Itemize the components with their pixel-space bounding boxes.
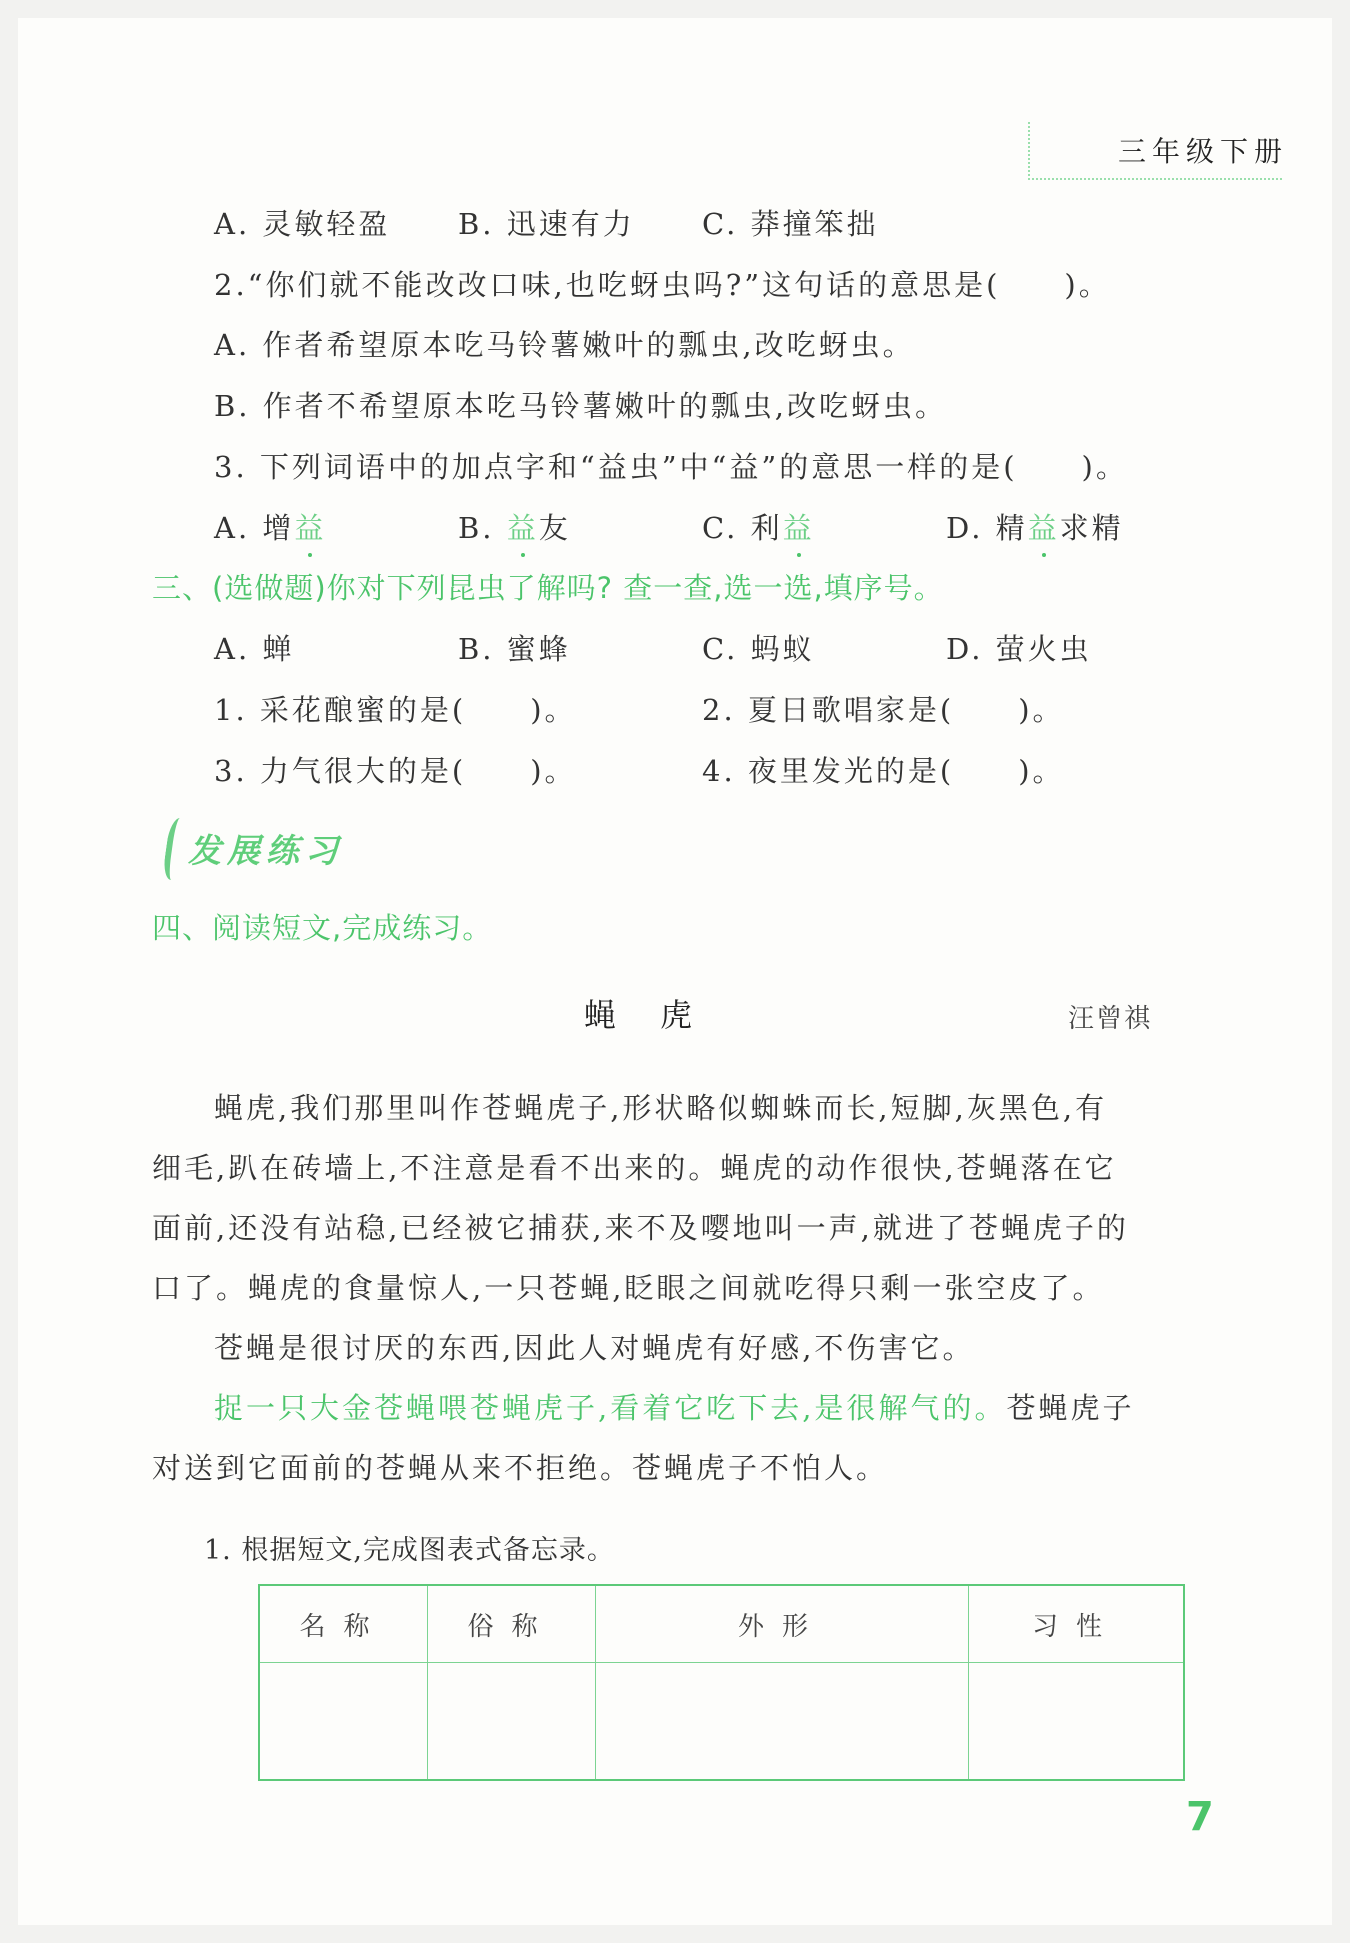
q3-dotted-char-a: 益 — [294, 506, 326, 547]
q3-option-b-text: B. — [458, 511, 507, 545]
article-p1-line2: 细毛,趴在砖墙上,不注意是看不出来的。蝇虎的动作很快,苍蝇落在它 — [152, 1151, 1117, 1185]
q3-option-d — [946, 506, 1124, 547]
section3-q1: 1. 采花酿蜜的是( )。 — [214, 693, 577, 727]
article-p1-line3: 面前,还没有站稳,已经被它捕获,来不及嘤地叫一声,就进了苍蝇虎子的 — [152, 1211, 1129, 1245]
article-p1-line4: 口了。蝇虎的食量惊人,一只苍蝇,眨眼之间就吃得只剩一张空皮了。 — [152, 1271, 1105, 1305]
memo-cell-nickname[interactable] — [428, 1663, 596, 1781]
development-title: 发展练习 — [188, 831, 344, 870]
insect-option-c: C. 蚂蚁 — [702, 632, 815, 666]
q3-option-a — [214, 506, 326, 547]
section4-title: 四、阅读短文,完成练习。 — [152, 911, 493, 945]
article-p3-line2: 对送到它面前的苍蝇从来不拒绝。苍蝇虎子不怕人。 — [152, 1451, 889, 1485]
section3-title: 三、(选做题)你对下列昆虫了解吗? 查一查,选一选,填序号。 — [152, 571, 944, 605]
memo-cell-habits[interactable] — [969, 1663, 1185, 1781]
q1-option-b: B. 迅速有力 — [458, 207, 635, 241]
q1-option-a: A. 灵敏轻盈 — [214, 207, 391, 241]
memo-header-row — [259, 1585, 1184, 1663]
memo-cell-name[interactable] — [259, 1663, 428, 1781]
memo-header-nickname: 俗称 — [428, 1585, 596, 1663]
q3-option-c — [702, 506, 815, 547]
section3-q4: 4. 夜里发光的是( )。 — [702, 754, 1065, 788]
q3-dotted-char-d: 益 — [1028, 506, 1060, 547]
q3-dotted-char-c: 益 — [783, 506, 815, 547]
q3-option-a-text: A. 增 — [214, 511, 295, 545]
book-title: 三年级下册 — [1117, 135, 1288, 168]
memo-cell-appearance[interactable] — [596, 1663, 969, 1781]
insect-option-d: D. 萤火虫 — [946, 632, 1092, 666]
section3-q3: 3. 力气很大的是( )。 — [214, 754, 577, 788]
insect-option-b: B. 蜜蜂 — [458, 632, 571, 666]
q3-option-c-text: C. 利 — [702, 511, 783, 545]
article-p1-line1: 蝇虎,我们那里叫作苍蝇虎子,形状略似蜘蛛而长,短脚,灰黑色,有 — [214, 1091, 1108, 1125]
memo-header-name: 名称 — [259, 1585, 428, 1663]
q3-option-b-suffix: 友 — [538, 511, 571, 545]
article-p3-line1 — [214, 1386, 1134, 1427]
memo-header-appearance: 外形 — [596, 1585, 969, 1663]
workbook-page — [18, 18, 1332, 1925]
q3-option-d-suffix: 求精 — [1059, 511, 1124, 545]
article-author: 汪曾祺 — [1068, 1004, 1153, 1034]
article-title: 蝇 虎 — [584, 996, 699, 1034]
memo-table — [258, 1584, 1185, 1781]
memo-answer-row — [259, 1663, 1184, 1781]
article-highlight-sentence: 捉一只大金苍蝇喂苍蝇虎子,看着它吃下去,是很解气的。 — [214, 1391, 1007, 1425]
memo-instruction: 1. 根据短文,完成图表式备忘录。 — [204, 1535, 615, 1566]
q2-option-a: A. 作者希望原本吃马铃薯嫩叶的瓢虫,改吃蚜虫。 — [214, 328, 915, 362]
q2-option-b: B. 作者不希望原本吃马铃薯嫩叶的瓢虫,改吃蚜虫。 — [214, 389, 947, 423]
page-number: 7 — [1186, 1794, 1214, 1840]
q1-option-c: C. 莽撞笨拙 — [702, 207, 879, 241]
q3-stem: 3. 下列词语中的加点字和“益虫”中“益”的意思一样的是( )。 — [214, 450, 1128, 484]
q2-stem: 2.“你们就不能改改口味,也吃蚜虫吗?”这句话的意思是( )。 — [214, 268, 1111, 302]
insect-option-a: A. 蝉 — [214, 632, 295, 666]
memo-header-habits: 习性 — [969, 1585, 1185, 1663]
q3-option-b — [458, 506, 571, 547]
q3-option-d-text: D. 精 — [946, 511, 1028, 545]
article-p2: 苍蝇是很讨厌的东西,因此人对蝇虎有好感,不伤害它。 — [214, 1331, 975, 1365]
section3-q2: 2. 夏日歌唱家是( )。 — [702, 693, 1065, 727]
q3-dotted-char-b: 益 — [507, 506, 539, 547]
article-p3-line1-rest: 苍蝇虎子 — [1006, 1391, 1135, 1425]
